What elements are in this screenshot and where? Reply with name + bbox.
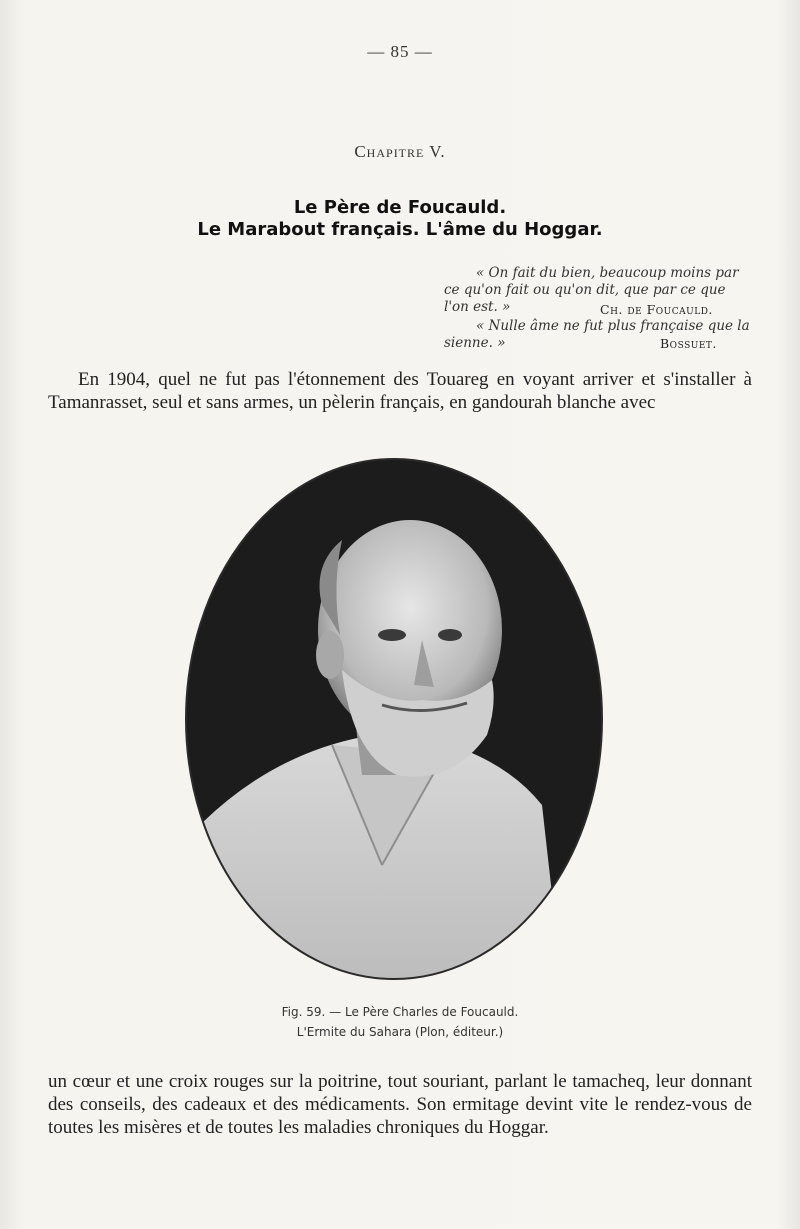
figure-caption-line1: Fig. 59. — Le Père Charles de Foucauld.	[281, 1005, 519, 1019]
page-number: — 85 —	[367, 42, 433, 61]
chapter-title-line2: Le Marabout français. L'âme du Hoggar.	[197, 219, 603, 240]
portrait-photo	[182, 455, 606, 983]
chapter-heading: Chapitre V.	[354, 142, 446, 161]
epigraph-quote-1: « On fait du bien, beaucoup moins par ce qu'on fait ou qu'on dit, que par ce que l'on est. »	[444, 265, 739, 315]
figure-caption-line2: L'Ermite du Sahara (Plon, éditeur.)	[296, 1025, 504, 1039]
epigraph-author-1: Ch. de Foucauld.	[600, 302, 713, 317]
epigraph-quote-2: « Nulle âme ne fut plus française que la sienne. »	[444, 318, 750, 351]
paragraph-after-figure: un cœur et une croix rouges sur la poitrine, tout souriant, parlant le tamacheq, leur donnant des conseils, des cadeaux et des médicaments. Son ermitage devint vite le rendez-vous de toutes les misères et de toutes les maladies chroniques du Hoggar.	[48, 1071, 752, 1138]
paragraph-before-figure: En 1904, quel ne fut pas l'étonnement des Touareg en voyant arriver et s'installer à Tamanrasset, seul et sans armes, un pèlerin français, en gandourah blanche avec	[48, 369, 752, 413]
epigraph-author-2: Bossuet.	[660, 336, 717, 351]
chapter-title-line1: Le Père de Foucauld.	[293, 197, 507, 218]
